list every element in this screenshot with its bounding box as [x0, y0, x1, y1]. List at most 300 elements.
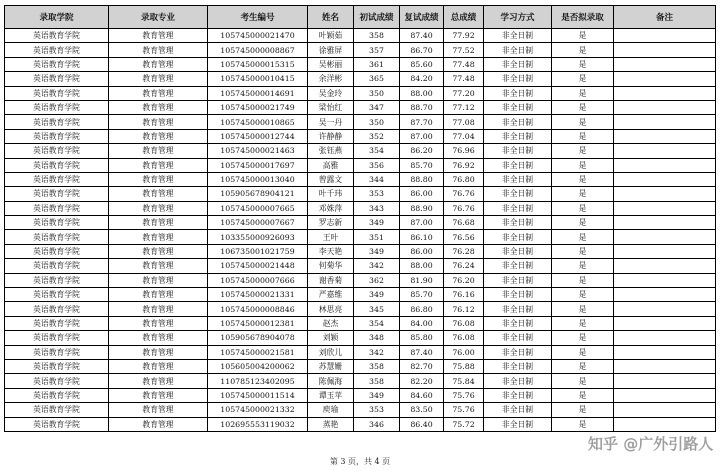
table-row [5, 172, 716, 186]
cell-candidate-id: 105905678904078 [208, 331, 308, 345]
table-row [5, 259, 716, 273]
col-header-study-mode: 学习方式 [484, 6, 552, 29]
cell-total-score: 76.76 [444, 187, 484, 201]
cell-retest-score: 82.20 [400, 374, 444, 388]
cell-college: 英语教育学院 [5, 244, 109, 258]
cell-college: 英语教育学院 [5, 172, 109, 186]
cell-remarks [614, 43, 716, 57]
cell-college: 英语教育学院 [5, 86, 109, 100]
cell-study-mode: 非全日制 [484, 359, 552, 373]
cell-remarks [614, 129, 716, 143]
cell-college: 英语教育学院 [5, 403, 109, 417]
cell-study-mode: 非全日制 [484, 86, 552, 100]
cell-initial-score: 358 [354, 29, 400, 43]
cell-college: 英语教育学院 [5, 345, 109, 359]
cell-admitted: 是 [552, 374, 614, 388]
cell-total-score: 76.28 [444, 244, 484, 258]
cell-major: 教育管理 [109, 331, 208, 345]
cell-college: 英语教育学院 [5, 187, 109, 201]
cell-major: 教育管理 [109, 288, 208, 302]
cell-retest-score: 88.00 [400, 86, 444, 100]
cell-candidate-id: 105745000021332 [208, 403, 308, 417]
cell-admitted: 是 [552, 417, 614, 431]
cell-initial-score: 353 [354, 403, 400, 417]
cell-study-mode: 非全日制 [484, 417, 552, 431]
cell-candidate-id: 105745000021448 [208, 259, 308, 273]
cell-initial-score: 352 [354, 129, 400, 143]
cell-major: 教育管理 [109, 57, 208, 71]
col-header-remarks: 备注 [614, 6, 716, 29]
cell-name: 吴一丹 [308, 115, 354, 129]
table-row [5, 86, 716, 100]
table-row [5, 158, 716, 172]
table-row [5, 100, 716, 114]
cell-remarks [614, 288, 716, 302]
cell-remarks [614, 403, 716, 417]
cell-total-score: 75.76 [444, 388, 484, 402]
cell-candidate-id: 103355000926093 [208, 230, 308, 244]
cell-name: 李天艳 [308, 244, 354, 258]
cell-initial-score: 342 [354, 259, 400, 273]
cell-remarks [614, 374, 716, 388]
cell-retest-score: 87.40 [400, 345, 444, 359]
cell-admitted: 是 [552, 158, 614, 172]
cell-study-mode: 非全日制 [484, 374, 552, 388]
cell-total-score: 77.92 [444, 29, 484, 43]
cell-total-score: 77.48 [444, 72, 484, 86]
cell-remarks [614, 100, 716, 114]
cell-study-mode: 非全日制 [484, 331, 552, 345]
cell-name: 吴金玲 [308, 86, 354, 100]
cell-total-score: 75.76 [444, 403, 484, 417]
cell-major: 教育管理 [109, 43, 208, 57]
table-row [5, 57, 716, 71]
cell-initial-score: 349 [354, 244, 400, 258]
cell-name: 林思亮 [308, 302, 354, 316]
cell-name: 严嘉维 [308, 288, 354, 302]
cell-study-mode: 非全日制 [484, 388, 552, 402]
cell-admitted: 是 [552, 201, 614, 215]
table-row [5, 273, 716, 287]
cell-study-mode: 非全日制 [484, 230, 552, 244]
cell-name: 叶颖茹 [308, 29, 354, 43]
cell-total-score: 77.48 [444, 57, 484, 71]
col-header-total-score: 总成绩 [444, 6, 484, 29]
watermark [588, 430, 718, 456]
cell-candidate-id: 105745000010865 [208, 115, 308, 129]
cell-admitted: 是 [552, 187, 614, 201]
cell-major: 教育管理 [109, 388, 208, 402]
cell-candidate-id: 105745000007666 [208, 273, 308, 287]
cell-total-score: 76.92 [444, 158, 484, 172]
cell-total-score: 76.80 [444, 172, 484, 186]
cell-admitted: 是 [552, 216, 614, 230]
cell-college: 英语教育学院 [5, 57, 109, 71]
cell-candidate-id: 105745000015315 [208, 57, 308, 71]
cell-college: 英语教育学院 [5, 316, 109, 330]
cell-study-mode: 非全日制 [484, 129, 552, 143]
cell-major: 教育管理 [109, 302, 208, 316]
table-row [5, 187, 716, 201]
cell-major: 教育管理 [109, 144, 208, 158]
cell-admitted: 是 [552, 359, 614, 373]
table-row [5, 374, 716, 388]
cell-study-mode: 非全日制 [484, 72, 552, 86]
cell-candidate-id: 105745000021749 [208, 100, 308, 114]
cell-total-score: 77.20 [444, 86, 484, 100]
cell-admitted: 是 [552, 259, 614, 273]
cell-remarks [614, 187, 716, 201]
cell-candidate-id: 105745000012381 [208, 316, 308, 330]
cell-major: 教育管理 [109, 172, 208, 186]
cell-admitted: 是 [552, 172, 614, 186]
cell-retest-score: 87.00 [400, 216, 444, 230]
cell-remarks [614, 216, 716, 230]
cell-retest-score: 84.00 [400, 316, 444, 330]
cell-remarks [614, 259, 716, 273]
cell-major: 教育管理 [109, 86, 208, 100]
cell-name: 刘颖 [308, 331, 354, 345]
cell-name: 罗志新 [308, 216, 354, 230]
cell-initial-score: 350 [354, 86, 400, 100]
cell-retest-score: 85.70 [400, 158, 444, 172]
cell-college: 英语教育学院 [5, 302, 109, 316]
cell-retest-score: 86.80 [400, 302, 444, 316]
cell-admitted: 是 [552, 244, 614, 258]
cell-initial-score: 358 [354, 359, 400, 373]
cell-admitted: 是 [552, 144, 614, 158]
cell-major: 教育管理 [109, 187, 208, 201]
cell-retest-score: 81.90 [400, 273, 444, 287]
cell-candidate-id: 105745000007667 [208, 216, 308, 230]
col-header-admitted: 是否拟录取 [552, 6, 614, 29]
cell-total-score: 76.96 [444, 144, 484, 158]
cell-admitted: 是 [552, 388, 614, 402]
cell-study-mode: 非全日制 [484, 345, 552, 359]
cell-study-mode: 非全日制 [484, 57, 552, 71]
cell-name: 余洋彬 [308, 72, 354, 86]
cell-college: 英语教育学院 [5, 29, 109, 43]
cell-college: 英语教育学院 [5, 259, 109, 273]
cell-initial-score: 354 [354, 144, 400, 158]
cell-remarks [614, 230, 716, 244]
cell-college: 英语教育学院 [5, 230, 109, 244]
cell-total-score: 75.88 [444, 359, 484, 373]
cell-remarks [614, 57, 716, 71]
cell-total-score: 77.08 [444, 115, 484, 129]
table-row [5, 230, 716, 244]
cell-candidate-id: 102695553119032 [208, 417, 308, 431]
cell-remarks [614, 72, 716, 86]
cell-remarks [614, 172, 716, 186]
cell-major: 教育管理 [109, 244, 208, 258]
cell-name: 谢香菊 [308, 273, 354, 287]
cell-candidate-id: 105745000012744 [208, 129, 308, 143]
cell-candidate-id: 110785123402095 [208, 374, 308, 388]
cell-name: 徐雅屏 [308, 43, 354, 57]
cell-admitted: 是 [552, 273, 614, 287]
cell-major: 教育管理 [109, 316, 208, 330]
table-row [5, 72, 716, 86]
cell-name: 蒸艳 [308, 417, 354, 431]
cell-total-score: 75.84 [444, 374, 484, 388]
cell-admitted: 是 [552, 316, 614, 330]
cell-major: 教育管理 [109, 72, 208, 86]
table-header-row [5, 6, 716, 29]
cell-study-mode: 非全日制 [484, 273, 552, 287]
table-row [5, 316, 716, 330]
col-header-initial-score: 初试成绩 [354, 6, 400, 29]
cell-total-score: 77.52 [444, 43, 484, 57]
cell-study-mode: 非全日制 [484, 403, 552, 417]
cell-candidate-id: 105605004200062 [208, 359, 308, 373]
cell-college: 英语教育学院 [5, 144, 109, 158]
cell-major: 教育管理 [109, 216, 208, 230]
table-row [5, 29, 716, 43]
cell-college: 英语教育学院 [5, 388, 109, 402]
cell-initial-score: 349 [354, 288, 400, 302]
cell-name: 张钰燕 [308, 144, 354, 158]
cell-retest-score: 82.70 [400, 359, 444, 373]
cell-initial-score: 343 [354, 201, 400, 215]
cell-remarks [614, 158, 716, 172]
cell-remarks [614, 316, 716, 330]
cell-initial-score: 365 [354, 72, 400, 86]
cell-total-score: 76.16 [444, 288, 484, 302]
cell-total-score: 76.00 [444, 345, 484, 359]
table-row [5, 244, 716, 258]
cell-study-mode: 非全日制 [484, 172, 552, 186]
cell-study-mode: 非全日制 [484, 201, 552, 215]
cell-candidate-id: 105745000008846 [208, 302, 308, 316]
cell-major: 教育管理 [109, 129, 208, 143]
col-header-name: 姓名 [308, 6, 354, 29]
cell-initial-score: 348 [354, 331, 400, 345]
cell-initial-score: 362 [354, 273, 400, 287]
cell-retest-score: 86.40 [400, 417, 444, 431]
cell-name: 高雅 [308, 158, 354, 172]
cell-major: 教育管理 [109, 29, 208, 43]
cell-remarks [614, 244, 716, 258]
cell-study-mode: 非全日制 [484, 100, 552, 114]
cell-initial-score: 361 [354, 57, 400, 71]
table-row [5, 359, 716, 373]
cell-name: 谭玉苹 [308, 388, 354, 402]
cell-retest-score: 88.00 [400, 259, 444, 273]
cell-college: 英语教育学院 [5, 288, 109, 302]
cell-retest-score: 86.00 [400, 187, 444, 201]
cell-name: 庾瑜 [308, 403, 354, 417]
cell-remarks [614, 273, 716, 287]
watermark-text: 知乎 @广外引路人 [588, 434, 714, 453]
cell-study-mode: 非全日制 [484, 158, 552, 172]
cell-candidate-id: 105745000021463 [208, 144, 308, 158]
cell-retest-score: 85.60 [400, 57, 444, 71]
cell-remarks [614, 201, 716, 215]
cell-study-mode: 非全日制 [484, 43, 552, 57]
cell-college: 英语教育学院 [5, 417, 109, 431]
cell-total-score: 76.08 [444, 331, 484, 345]
cell-college: 英语教育学院 [5, 129, 109, 143]
cell-college: 英语教育学院 [5, 273, 109, 287]
cell-initial-score: 357 [354, 43, 400, 57]
cell-admitted: 是 [552, 230, 614, 244]
cell-initial-score: 356 [354, 158, 400, 172]
cell-name: 苏慧姗 [308, 359, 354, 373]
cell-total-score: 76.68 [444, 216, 484, 230]
cell-retest-score: 86.70 [400, 43, 444, 57]
cell-college: 英语教育学院 [5, 158, 109, 172]
cell-initial-score: 349 [354, 216, 400, 230]
cell-major: 教育管理 [109, 158, 208, 172]
cell-candidate-id: 105745000013040 [208, 172, 308, 186]
cell-retest-score: 87.00 [400, 129, 444, 143]
cell-major: 教育管理 [109, 230, 208, 244]
cell-initial-score: 354 [354, 316, 400, 330]
cell-admitted: 是 [552, 57, 614, 71]
cell-candidate-id: 105745000008867 [208, 43, 308, 57]
cell-remarks [614, 86, 716, 100]
cell-study-mode: 非全日制 [484, 302, 552, 316]
table-row [5, 403, 716, 417]
cell-name: 陈佩海 [308, 374, 354, 388]
cell-college: 英语教育学院 [5, 331, 109, 345]
cell-candidate-id: 106735001021759 [208, 244, 308, 258]
cell-total-score: 76.56 [444, 230, 484, 244]
cell-college: 英语教育学院 [5, 72, 109, 86]
cell-remarks [614, 302, 716, 316]
cell-study-mode: 非全日制 [484, 187, 552, 201]
cell-initial-score: 346 [354, 417, 400, 431]
cell-admitted: 是 [552, 100, 614, 114]
admission-score-table [4, 5, 716, 432]
cell-study-mode: 非全日制 [484, 244, 552, 258]
table-row [5, 144, 716, 158]
cell-retest-score: 87.70 [400, 115, 444, 129]
cell-candidate-id: 105745000021470 [208, 29, 308, 43]
cell-total-score: 76.12 [444, 302, 484, 316]
table-row [5, 288, 716, 302]
cell-candidate-id: 105745000021581 [208, 345, 308, 359]
cell-retest-score: 84.20 [400, 72, 444, 86]
cell-major: 教育管理 [109, 417, 208, 431]
cell-admitted: 是 [552, 115, 614, 129]
cell-admitted: 是 [552, 29, 614, 43]
table-body [5, 29, 716, 432]
cell-retest-score: 88.80 [400, 172, 444, 186]
cell-retest-score: 85.80 [400, 331, 444, 345]
cell-total-score: 76.76 [444, 201, 484, 215]
cell-name: 吴彬丽 [308, 57, 354, 71]
cell-name: 刘欣儿 [308, 345, 354, 359]
table-row [5, 331, 716, 345]
cell-college: 英语教育学院 [5, 216, 109, 230]
cell-remarks [614, 115, 716, 129]
table-row [5, 115, 716, 129]
cell-candidate-id: 105745000010415 [208, 72, 308, 86]
cell-major: 教育管理 [109, 345, 208, 359]
cell-candidate-id: 105745000021331 [208, 288, 308, 302]
cell-major: 教育管理 [109, 115, 208, 129]
cell-admitted: 是 [552, 302, 614, 316]
cell-major: 教育管理 [109, 201, 208, 215]
cell-retest-score: 86.20 [400, 144, 444, 158]
cell-admitted: 是 [552, 288, 614, 302]
cell-name: 许静静 [308, 129, 354, 143]
cell-major: 教育管理 [109, 374, 208, 388]
page-number: 第 3 页，共 4 页 [329, 457, 391, 466]
cell-candidate-id: 105745000017697 [208, 158, 308, 172]
table-row [5, 129, 716, 143]
cell-initial-score: 344 [354, 172, 400, 186]
cell-major: 教育管理 [109, 259, 208, 273]
cell-candidate-id: 105745000011514 [208, 388, 308, 402]
cell-study-mode: 非全日制 [484, 144, 552, 158]
table-row [5, 345, 716, 359]
cell-major: 教育管理 [109, 100, 208, 114]
cell-remarks [614, 359, 716, 373]
cell-study-mode: 非全日制 [484, 115, 552, 129]
cell-study-mode: 非全日制 [484, 29, 552, 43]
cell-candidate-id: 105745000014691 [208, 86, 308, 100]
cell-admitted: 是 [552, 129, 614, 143]
cell-study-mode: 非全日制 [484, 288, 552, 302]
col-header-retest-score: 复试成绩 [400, 6, 444, 29]
cell-remarks [614, 144, 716, 158]
table-row [5, 216, 716, 230]
cell-retest-score: 86.10 [400, 230, 444, 244]
cell-total-score: 77.12 [444, 100, 484, 114]
cell-name: 赵杰 [308, 316, 354, 330]
cell-name: 邓姝萍 [308, 201, 354, 215]
cell-major: 教育管理 [109, 403, 208, 417]
cell-name: 叶千玮 [308, 187, 354, 201]
cell-retest-score: 86.00 [400, 244, 444, 258]
cell-study-mode: 非全日制 [484, 316, 552, 330]
cell-initial-score: 345 [354, 302, 400, 316]
cell-admitted: 是 [552, 345, 614, 359]
cell-name: 梁怡红 [308, 100, 354, 114]
cell-admitted: 是 [552, 72, 614, 86]
cell-retest-score: 83.50 [400, 403, 444, 417]
cell-name: 何菊华 [308, 259, 354, 273]
table-row [5, 388, 716, 402]
cell-candidate-id: 105745000007665 [208, 201, 308, 215]
cell-remarks [614, 29, 716, 43]
cell-name: 曾露文 [308, 172, 354, 186]
cell-name: 王叶 [308, 230, 354, 244]
col-header-candidate-id: 考生编号 [208, 6, 308, 29]
cell-study-mode: 非全日制 [484, 259, 552, 273]
cell-admitted: 是 [552, 331, 614, 345]
cell-initial-score: 349 [354, 388, 400, 402]
cell-college: 英语教育学院 [5, 201, 109, 215]
cell-initial-score: 351 [354, 230, 400, 244]
cell-remarks [614, 345, 716, 359]
cell-initial-score: 353 [354, 187, 400, 201]
cell-retest-score: 84.60 [400, 388, 444, 402]
table-row [5, 201, 716, 215]
cell-college: 英语教育学院 [5, 43, 109, 57]
cell-major: 教育管理 [109, 359, 208, 373]
cell-total-score: 76.08 [444, 316, 484, 330]
cell-retest-score: 85.70 [400, 288, 444, 302]
cell-total-score: 76.20 [444, 273, 484, 287]
cell-college: 英语教育学院 [5, 100, 109, 114]
cell-retest-score: 87.40 [400, 29, 444, 43]
table-row [5, 43, 716, 57]
cell-major: 教育管理 [109, 273, 208, 287]
